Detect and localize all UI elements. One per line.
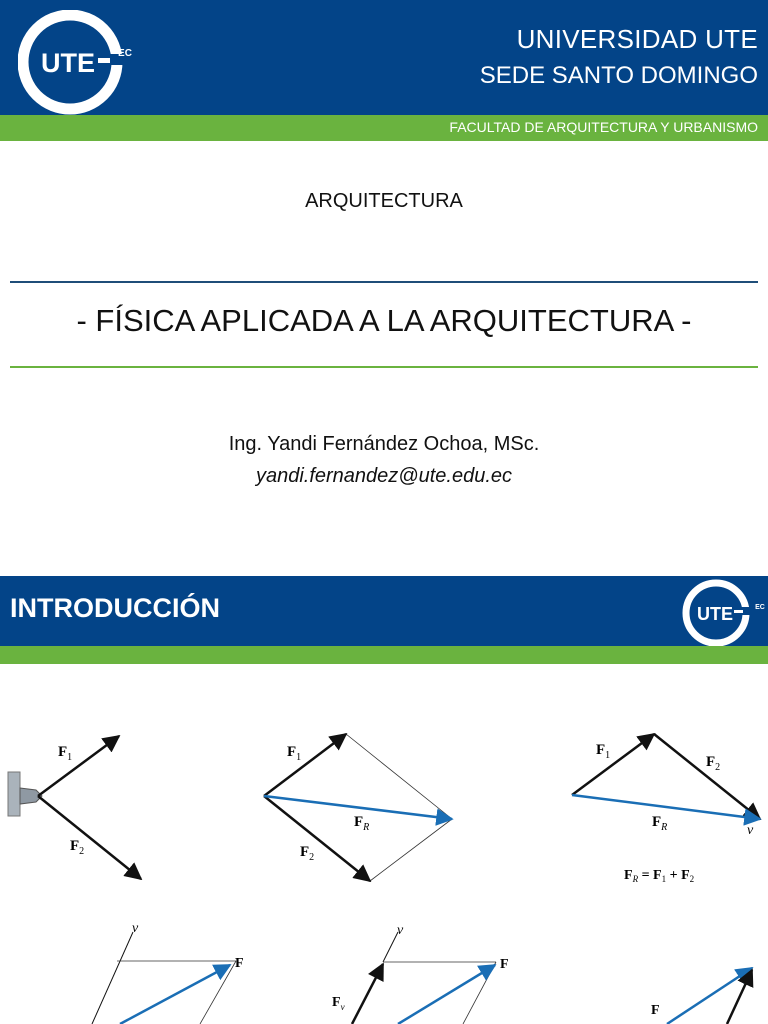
figure-component-resolution-b	[332, 923, 509, 1024]
divider-green	[10, 366, 758, 368]
university-name: UNIVERSIDAD UTE	[516, 24, 758, 54]
career-name: ARQUITECTURA	[305, 190, 463, 212]
force-f2-arrow	[38, 796, 141, 879]
figure-forces-on-bracket	[8, 736, 141, 879]
intro-slide	[0, 576, 768, 1024]
guide-line	[463, 962, 496, 1024]
label-f1: $F_1$	[596, 742, 611, 761]
label-f1: $F_1$	[58, 744, 73, 763]
label-f2: $F_2$	[300, 844, 315, 863]
logo-text: UTE	[697, 604, 733, 624]
vector-figures	[0, 576, 768, 1024]
force-f1-arrow	[38, 736, 119, 796]
course-title: - FÍSICA APLICADA A LA ARQUITECTURA -	[76, 303, 692, 338]
label-v: v	[747, 823, 754, 838]
figure-triangle-rule	[572, 734, 760, 884]
force-f-arrow	[120, 965, 230, 1024]
label-fv: $F_v$	[332, 995, 345, 1012]
logo-text: UTE	[41, 48, 95, 78]
label-f: F	[651, 1003, 660, 1018]
slide-title: INTRODUCCIÓN	[10, 593, 220, 623]
force-f1-arrow	[572, 734, 654, 795]
guide-line	[346, 734, 452, 819]
resultant-arrow	[572, 795, 760, 819]
label-f: F	[500, 957, 509, 972]
campus-name: SEDE SANTO DOMINGO	[479, 62, 758, 89]
equation: $F_R = F_1 + F_2$	[624, 868, 695, 884]
logo-suffix: EC	[118, 48, 132, 59]
divider-blue	[10, 281, 758, 283]
figure-component-resolution-a	[92, 921, 244, 1024]
label-f: F	[235, 956, 244, 971]
force-f-arrow	[398, 965, 495, 1024]
slide-gap	[0, 560, 768, 576]
faculty-name: FACULTAD DE ARQUITECTURA Y URBANISMO	[449, 119, 758, 135]
force-f2-arrow	[264, 796, 370, 881]
wall-bracket	[8, 772, 20, 816]
label-f2: $F_2$	[706, 754, 721, 773]
logo-suffix: EC	[755, 604, 765, 611]
guide-line	[370, 819, 452, 881]
label-fr: $F_R$	[354, 814, 370, 833]
axis-v	[92, 932, 133, 1024]
figure-parallelogram-law	[264, 734, 452, 881]
figure-component-resolution-c	[651, 968, 752, 1024]
component-arrow	[727, 970, 752, 1024]
label-v: v	[397, 923, 404, 938]
axis-v	[383, 932, 398, 962]
label-f1: $F_1$	[287, 744, 302, 763]
ute-logo	[18, 10, 136, 115]
label-f2: $F_2$	[70, 838, 85, 857]
author-email: yandi.fernandez@ute.edu.ec	[255, 465, 513, 487]
label-fr: $F_R$	[652, 814, 668, 833]
author-name: Ing. Yandi Fernández Ochoa, MSc.	[228, 433, 540, 455]
component-fv-arrow	[352, 964, 383, 1024]
label-v: v	[132, 921, 139, 936]
force-f1-arrow	[264, 734, 346, 796]
